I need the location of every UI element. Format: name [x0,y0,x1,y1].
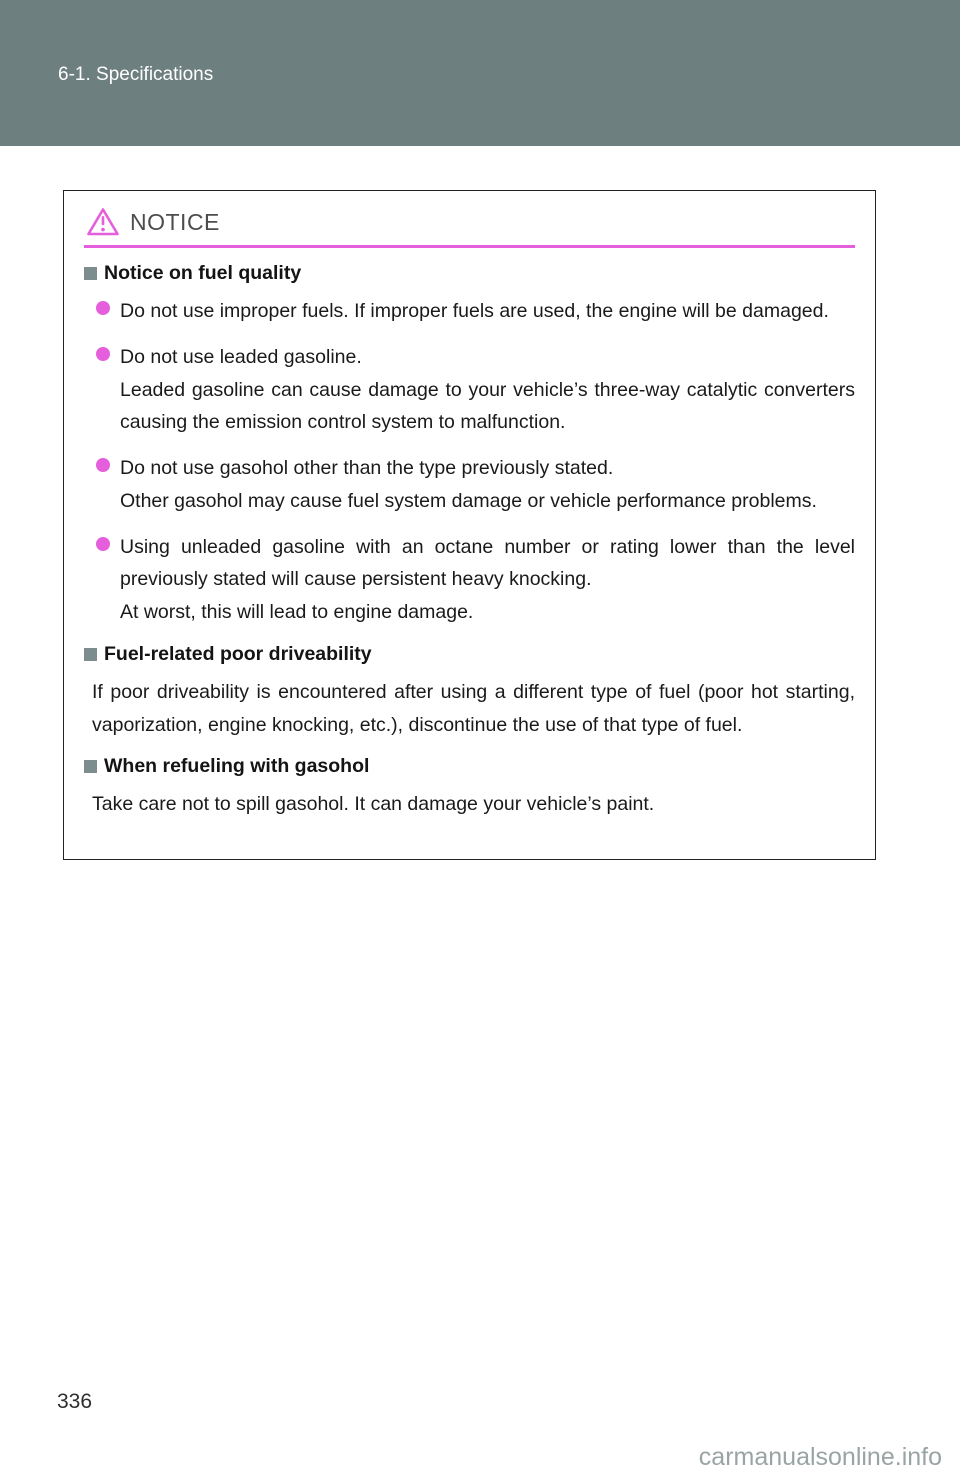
circle-bullet-icon [96,537,110,551]
watermark: carmanualsonline.info [698,1443,942,1471]
circle-bullet-icon [96,458,110,472]
bullet-body [120,452,855,518]
warning-triangle-icon [86,207,120,237]
page-number: 336 [57,1390,93,1413]
section-heading-text: Fuel-related poor driveability [104,642,372,665]
bullet-paragraph: Other gasohol may cause fuel system damage or vehicle performance problems. [120,489,817,512]
section-heading-text: Notice on fuel quality [104,262,302,284]
section-fuel-related-poor-driveability [84,643,855,742]
circle-bullet-icon [96,301,110,315]
breadcrumb: 6-1. Specifications [58,64,214,85]
bullet-paragraph: At worst, this will lead to engine damage. [120,601,474,623]
bullet-body [120,531,855,629]
notice-box [63,190,876,860]
bullet-item [96,295,855,328]
bullet-paragraph: Do not use gasohol other than the type previously stated. [120,457,614,479]
section-paragraph: If poor driveability is encountered after using a different type of fuel (poor hot starting, vaporization, engine knocking, etc.), discontinue the use of that type of fuel. [92,680,855,736]
section-notice-on-fuel-quality [84,262,855,629]
bullet-item [96,452,855,518]
section-heading [84,643,855,666]
section-heading [84,755,855,778]
square-bullet-icon [84,267,97,280]
section-paragraph: Take care not to spill gasohol. It can damage your vehicle’s paint. [92,793,655,816]
bullet-paragraph: Do not use leaded gasoline. [120,345,362,368]
square-bullet-icon [84,648,97,661]
notice-title: NOTICE [130,208,220,235]
circle-bullet-icon [96,347,110,361]
bullet-body [120,295,855,328]
bullet-item [96,341,855,439]
section-heading-text: When refueling with gasohol [104,755,370,778]
bullet-item [96,531,855,629]
page-header [0,0,960,146]
bullet-paragraph: Using unleaded gasoline with an octane number or rating lower than the level previously stated will cause persistent heavy knocking. [120,535,855,591]
notice-divider [84,245,855,248]
section-when-refueling-with-gasohol [84,755,855,821]
bullet-paragraph: Leaded gasoline can cause damage to your vehicle’s three-way catalytic converters causing the emission control system to malfunction. [120,378,855,434]
bullet-paragraph: Do not use improper fuels. If improper fuels are used, the engine will be damaged. [120,300,829,322]
square-bullet-icon [84,760,97,773]
section-heading [84,262,855,285]
bullet-body [120,341,855,439]
notice-header [84,205,855,245]
